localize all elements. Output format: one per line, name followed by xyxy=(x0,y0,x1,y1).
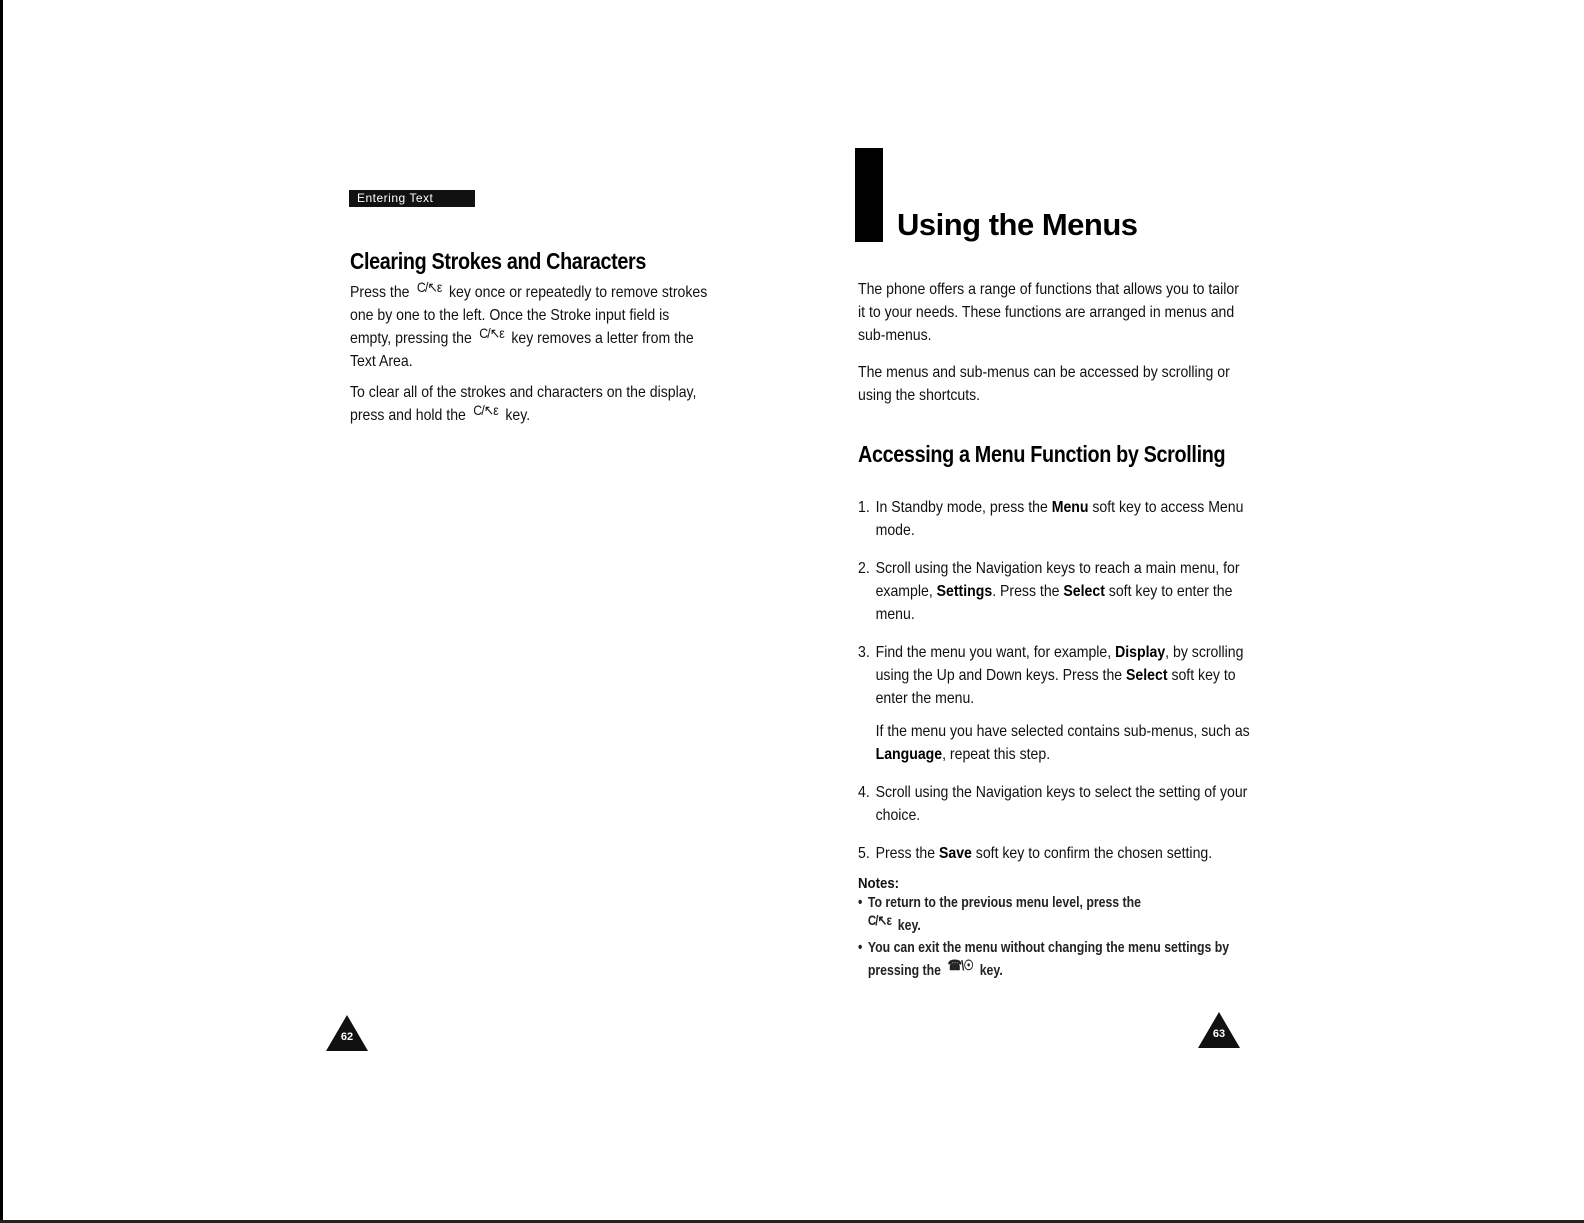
list-item: 5. Press the Save soft key to confirm the chosen setting. xyxy=(858,845,1213,862)
intro-paragraph: The phone offers a range of functions that allows you to tailor it to your needs. These functions are arranged in menus and sub-menus. xyxy=(858,281,1239,344)
section-tab: Entering Text xyxy=(349,190,475,207)
paragraph-clear-strokes: Press the C/↖ε key once or repeatedly to remove strokes one by one to the left. Once the Stroke input field is empty, pressing the C/↖ε key removes a letter from the Text Area. xyxy=(350,279,708,370)
notes-heading: Notes: xyxy=(858,875,900,892)
list-item: 4. Scroll using the Navigation keys to select the setting of your choice. xyxy=(858,784,1248,824)
clear-key-icon: C/↖ε xyxy=(473,402,498,418)
list-item: 3. Find the menu you want, for example, Display, by scrolling using the Up and Down keys. Press the Select soft key to enter the menu. xyxy=(858,644,1244,707)
intro-paragraph: The menus and sub-menus can be accessed by scrolling or using the shortcuts. xyxy=(858,364,1230,404)
clear-key-icon: C/↖ε xyxy=(867,912,892,928)
note-item: • To return to the previous menu level, press the C/↖ε key. xyxy=(858,894,1142,934)
page-number-marker xyxy=(324,1013,370,1053)
page-edge-left xyxy=(0,0,3,1223)
page-number: 62 xyxy=(340,1031,354,1043)
page-number-marker xyxy=(1196,1010,1242,1050)
section-heading: Clearing Strokes and Characters xyxy=(350,248,647,274)
note-item: • You can exit the menu without changing the menu settings by pressing the ☎\☉ key. xyxy=(858,939,1230,979)
page-number: 63 xyxy=(1212,1028,1226,1040)
list-item-note: If the menu you have selected contains sub-menus, such as Language, repeat this step. xyxy=(875,723,1250,763)
section-heading: Accessing a Menu Function by Scrolling xyxy=(858,441,1226,467)
clear-key-icon: C/↖ε xyxy=(479,325,504,341)
list-item: 2. Scroll using the Navigation keys to reach a main menu, for example, Settings. Press the Select soft key to enter the menu. xyxy=(858,560,1240,623)
paragraph-clear-all: To clear all of the strokes and characters on the display, press and hold the C/↖ε key. xyxy=(350,384,697,424)
end-key-icon: ☎\☉ xyxy=(947,957,974,973)
left-page-content xyxy=(350,248,730,427)
steps-list xyxy=(858,496,1278,865)
clear-key-icon: C/↖ε xyxy=(416,279,442,295)
chapter-title: Using the Menus xyxy=(897,207,1138,242)
right-page-content xyxy=(858,278,1278,982)
list-item: 1. In Standby mode, press the Menu soft key to access Menu mode. xyxy=(858,499,1244,539)
chapter-bar xyxy=(855,148,883,242)
